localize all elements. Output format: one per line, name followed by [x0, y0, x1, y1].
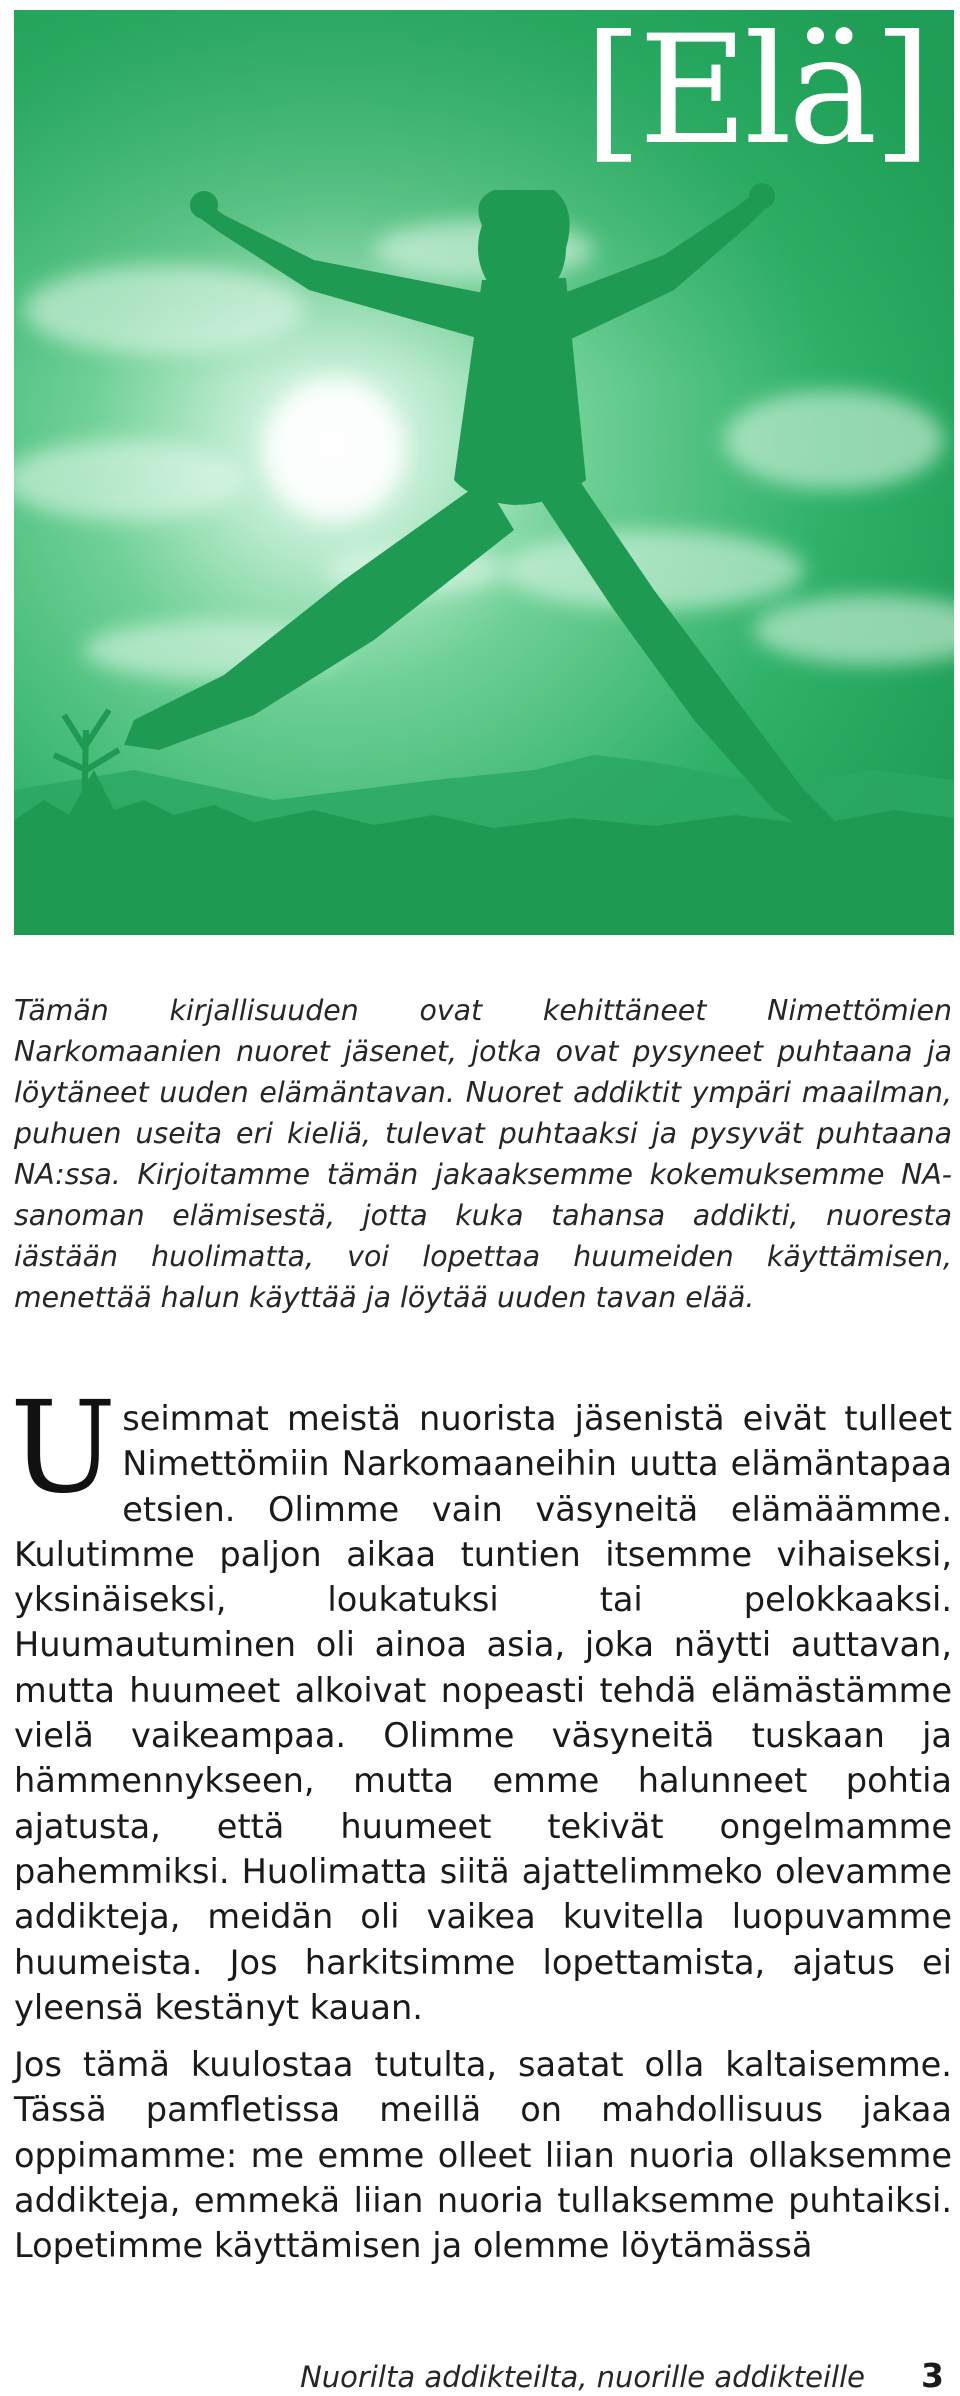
- page-number: 3: [921, 2356, 944, 2395]
- brand-title: [Elä]: [584, 10, 928, 178]
- intro-section: [14, 990, 952, 1318]
- cover-image: [14, 10, 954, 935]
- drop-cap: U: [10, 1374, 117, 1521]
- footer-title: Nuorilta addikteilta, nuorille addikteille: [300, 2360, 865, 2394]
- intro-paragraph: Tämän kirjallisuuden ovat kehittäneet Nimettömien Narkomaanien nuoret jäsenet, jotka ovat pysyneet puhtaana ja löytäneet uuden elämäntavan. Nuoret addiktit ympäri maailman, puhuen useita eri kieliä, tulevat puhtaaksi ja pysyvät puhtaana NA:ssa. Kirjoitamme tämän jakaaksemme kokemuksemme NA-sanoman elämisestä, jotta kuka tahansa addikti, nuoresta iästään huolimatta, voi lopettaa huumeiden käyttämisen, menettää halun käyttää ja löytää uuden tavan elää.: [14, 994, 952, 1314]
- body-paragraph-2: Jos tämä kuulostaa tutulta, saatat olla kaltaisemme. Tässä pamfletissa meillä on mahdollisuus jakaa oppimamme: me emme olleet liian nuoria ollaksemme addikteja, emmekä liian nuoria tullaksemme puhtaiksi. Lopetimme käyttämisen ja olemme löytämässä: [14, 2045, 952, 2266]
- body-paragraph-1-text: seimmat meistä nuorista jäsenistä eivät tulleet Nimettömiin Narkomaaneihin uutta elämäntapaa etsien. Olimme vain väsyneitä elämäämme. Kulutimme paljon aikaa tuntien itsemme vihaiseksi, yksinäiseksi, loukatuksi tai pelokkaaksi. Huumautuminen oli ainoa asia, joka näytti auttavan, mutta huumeet alkoivat nopeasti tehdä elämästämme vielä vaikeampaa. Olimme väsyneitä tuskaan ja hämmennykseen, mutta emme halunneet pohtia ajatusta, että huumeet tekivät ongelmamme pahemmiksi. Huolimatta siitä ajattelimmeko olevamme addikteja, meidän oli vaikea kuvitella luopuvamme huumeista. Jos harkitsimme lopettamista, ajatus ei yleensä kestänyt kauan.: [14, 1399, 952, 2027]
- main-text: [10, 1374, 952, 2281]
- sun: [264, 380, 404, 520]
- body-paragraph-1: [10, 1374, 952, 2030]
